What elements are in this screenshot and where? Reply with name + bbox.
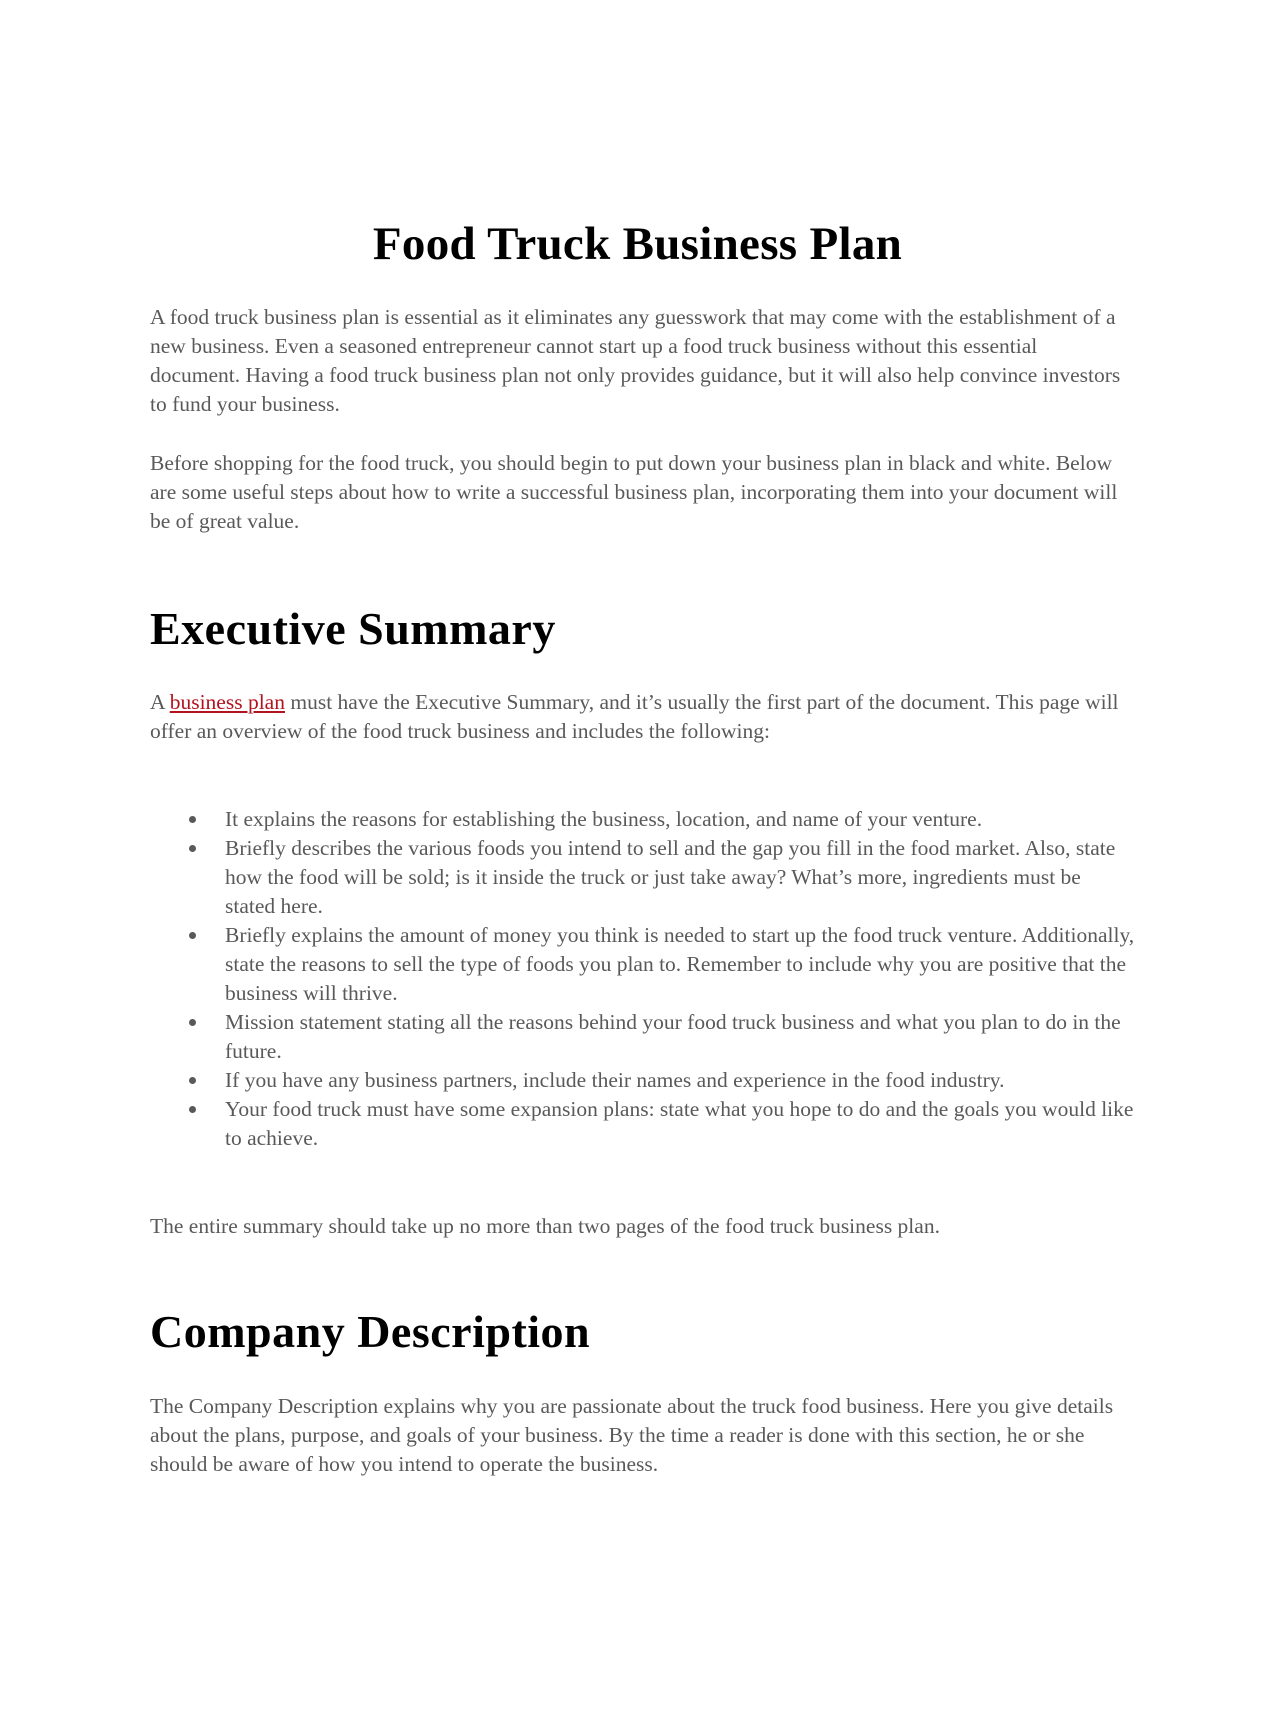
business-plan-link[interactable]: business plan xyxy=(169,690,285,714)
lead-prefix: A xyxy=(150,690,170,714)
bullet-icon xyxy=(189,845,196,852)
bullet-text: Mission statement stating all the reasons behind your food truck business and what you plan to do in the future. xyxy=(225,1010,1121,1063)
executive-summary-closing: The entire summary should take up no more than two pages of the food truck business plan. xyxy=(150,1214,940,1238)
bullet-text: Your food truck must have some expansion plans: state what you hope to do and the goals you would like to achieve. xyxy=(225,1097,1134,1150)
bullet-item xyxy=(150,834,1135,921)
bullet-text: Briefly describes the various foods you intend to sell and the gap you fill in the food market. Also, state how the food will be sold; is it inside the truck or just take away? What’s more, ingredients must be stated here. xyxy=(225,836,1116,918)
bullet-icon xyxy=(189,1106,196,1113)
document-title: Food Truck Business Plan xyxy=(372,218,903,270)
executive-summary-lead xyxy=(150,688,1130,746)
intro-paragraph-1: A food truck business plan is essential as it eliminates any guesswork that may come with the establishment of a new business. Even a seasoned entrepreneur cannot start up a food truck business without this essential document. Having a food truck business plan not only provides guidance, but it will also help convince investors to fund your business. xyxy=(150,305,1121,416)
lead-suffix: must have the Executive Summary, and it’s usually the first part of the document. This page will offer an overview of the food truck business and includes the following: xyxy=(150,690,1119,743)
bullet-item xyxy=(150,1008,1135,1066)
executive-summary-heading: Executive Summary xyxy=(150,603,556,654)
bullet-icon xyxy=(189,932,196,939)
bullet-text: Briefly explains the amount of money you think is needed to start up the food truck venture. Additionally, state the reasons to sell the type of foods you plan to. Remember to include why you are positive that the business will thrive. xyxy=(225,923,1135,1005)
bullet-icon xyxy=(189,816,196,823)
bullet-icon xyxy=(189,1019,196,1026)
bullet-item xyxy=(150,805,1135,834)
company-description-body: The Company Description explains why you are passionate about the truck food business. Here you give details about the plans, purpose, and goals of your business. By the time a reader is done with this section, he or she should be aware of how you intend to operate the business. xyxy=(150,1394,1114,1476)
bullet-item xyxy=(150,1095,1135,1153)
intro-paragraph-2: Before shopping for the food truck, you should begin to put down your business plan in black and white. Below are some useful steps about how to write a successful business plan, incorporating them into your document will be of great value. xyxy=(150,451,1118,533)
bullet-item xyxy=(150,921,1135,1008)
bullet-text: If you have any business partners, include their names and experience in the food industry. xyxy=(225,1068,1005,1092)
executive-summary-bullets xyxy=(150,805,1135,1153)
bullet-text: It explains the reasons for establishing the business, location, and name of your venture. xyxy=(225,807,983,831)
bullet-item xyxy=(150,1066,1135,1095)
company-description-heading: Company Description xyxy=(150,1306,591,1357)
bullet-icon xyxy=(189,1077,196,1084)
